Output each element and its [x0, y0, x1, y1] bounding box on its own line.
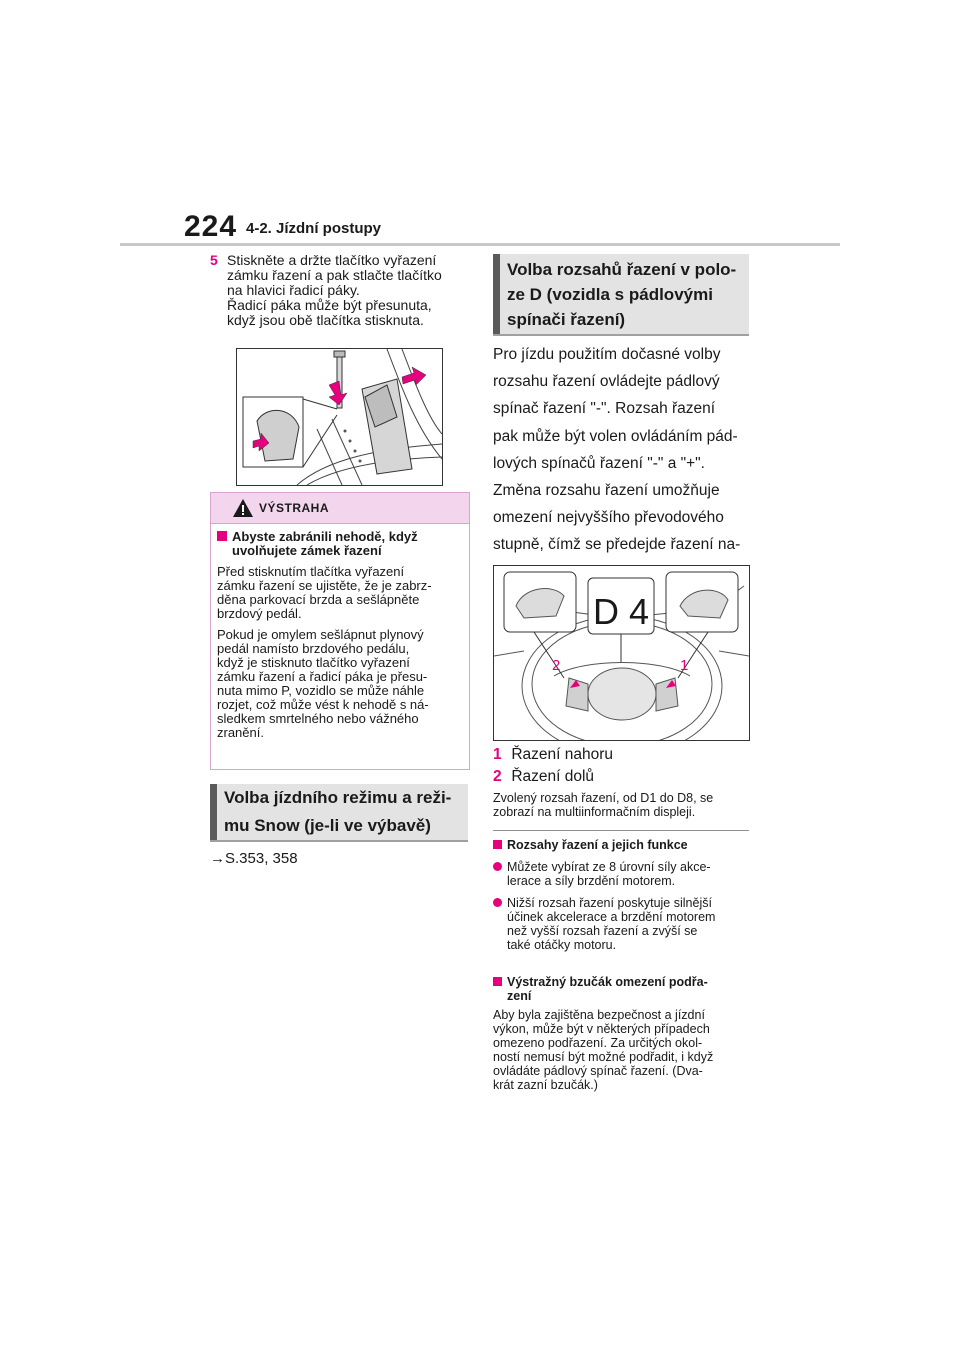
section-divider — [493, 830, 749, 831]
warning-subheading: Abyste zabránili nehodě, když uvolňujete zámek řazení — [217, 530, 463, 558]
round-bullet-icon — [493, 898, 502, 907]
step-number: 5 — [210, 252, 218, 268]
figure-caption: Zvolený rozsah řazení, od D1 do D8, se zobrazí na multiinformačním displeji. — [493, 791, 714, 819]
step-line: Řadicí páka může být přesunuta, — [227, 297, 432, 313]
step-line: když jsou obě tlačítka stisknuta. — [227, 312, 424, 328]
step-line: Stiskněte a držte tlačítko vyřazení — [227, 252, 437, 268]
square-bullet-icon — [493, 840, 502, 849]
step-line: zámku řazení a pak stlačte tlačítko — [227, 267, 442, 283]
step-5 — [210, 253, 470, 328]
callout-1: 1 — [680, 657, 689, 674]
warning-triangle-icon — [232, 498, 254, 523]
steering-wheel-illustration — [493, 565, 750, 741]
section-title: 4-2. Jízdní postupy — [246, 220, 382, 237]
callout-2: 2 — [552, 657, 561, 674]
warning-box — [210, 492, 470, 770]
header-divider — [120, 243, 840, 246]
square-bullet-icon — [217, 531, 227, 541]
section-downshift-buzzer: Výstražný bzučák omezení podřa- zení Aby byla zajištěna bezpečnost a jízdní výkon, může být v některých případech omezeno podřazení. Za určitých okol- ností nemusí být možné podřadit, i když ovládáte pádlový spínač řazení. (Dva- krát zazní bzučák.) — [493, 975, 755, 1092]
figure-legend — [493, 744, 613, 788]
warning-paragraph-1: Před stisknutím tlačítka vyřazení zámku řazení se ujistěte, že je zabrz- děna parkovací brzda a sešlápněte brzdový pedál. — [217, 564, 432, 621]
legend-item: 2 Řazení dolů — [493, 768, 595, 785]
gear-display-text: D 4 — [592, 591, 650, 632]
warning-paragraph-2: Pokud je omylem sešlápnut plynový pedál namísto brzdového pedálu, když je stisknuto tlačítko vyřazení zámku řazení a řadicí páka je přesu- nuta mimo P, vozidlo se může náhle rozjet, což může vést k nehodě s ná- sledkem smrtelného nebo vážného zranění. — [217, 627, 429, 740]
heading-drive-mode: Volba jízdního režimu a reži- mu Snow (je-li ve výbavě) — [210, 784, 468, 842]
shift-lever-illustration — [236, 348, 443, 486]
round-bullet-icon — [493, 862, 502, 871]
section-shift-ranges: Rozsahy řazení a jejich funkce Můžete vybírat ze 8 úrovní síly akce- lerace a síly brzdění motorem. Nižší rozsah řazení poskytuje silnější účinek akcelerace a brzdění motorem než vyšší rozsah řazení a zvýší se také otáčky motoru. — [493, 838, 755, 952]
body-paragraph: Pro jízdu použitím dočasné volby rozsahu řazení ovládejte pádlový spínač řazení "-". Rozsah řazení pak může být volen ovládáním pád- lových spínačů řazení "-" a "+". Změna rozsahu řazení umožňuje omezení nejvyššího převodového stupně, čímž se předejde řazení na- — [493, 346, 741, 554]
warning-title: VÝSTRAHA — [259, 501, 330, 515]
page-reference: →S.353, 358 — [210, 850, 298, 867]
buzzer-paragraph: Aby byla zajištěna bezpečnost a jízdní výkon, může být v některých případech omezeno podřazení. Za určitých okol- ností nemusí být možné podřadit, i když ovládáte pádlový spínač řazení. (Dva- krát zazní bzučák.) — [493, 1008, 714, 1092]
step-line: na hlavici řadicí páky. — [227, 282, 360, 298]
bullet-item: Můžete vybírat ze 8 úrovní síly akce- lerace a síly brzdění motorem. — [493, 860, 755, 888]
bullet-item: Nižší rozsah řazení poskytuje silnější účinek akcelerace a brzdění motorem než vyšší rozsah řazení a zvýší se také otáčky motoru. — [493, 896, 755, 952]
square-bullet-icon — [493, 977, 502, 986]
heading-shift-range: Volba rozsahů řazení v polo- ze D (vozidla s pádlovými spínači řazení) — [493, 254, 749, 336]
page-number: 224 — [184, 210, 238, 243]
legend-item: 1 Řazení nahoru — [493, 746, 613, 763]
warning-header — [211, 493, 469, 524]
